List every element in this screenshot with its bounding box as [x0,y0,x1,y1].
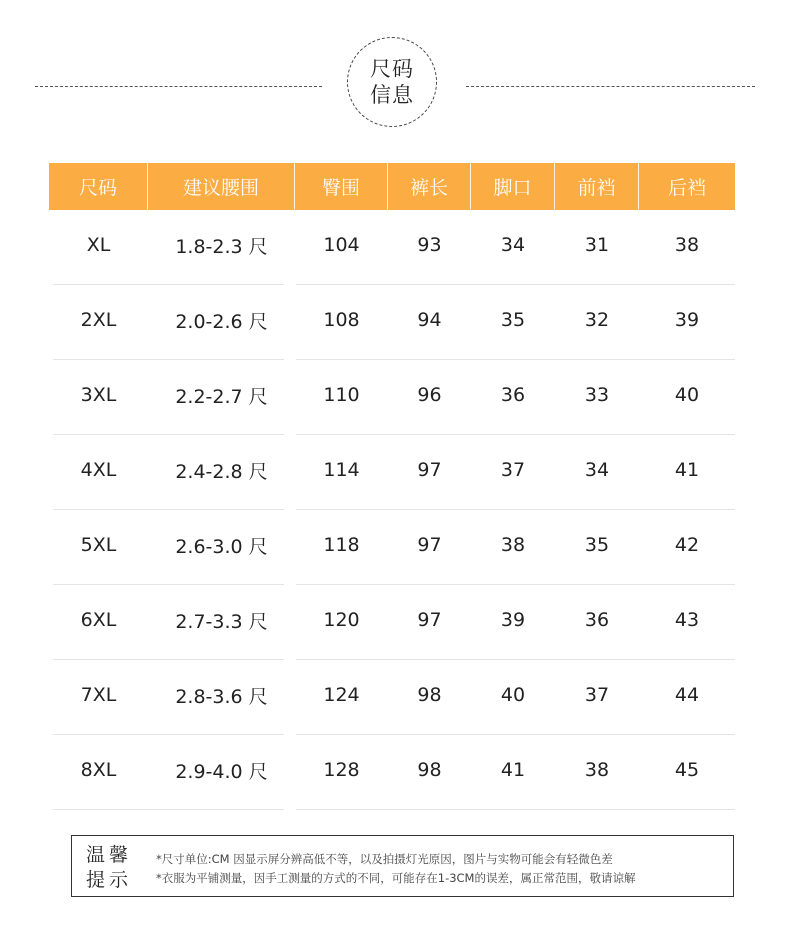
cell-hip: 104 [323,234,360,256]
size-table-body [49,210,735,810]
cell-front-rise: 37 [584,684,610,706]
notice-label-line2: 提示 [86,869,133,891]
title-dashed-line-left [35,86,322,87]
cell-size: XL [86,234,111,256]
notice-line: *衣服为平铺测量，因手工测量的方式的不同，可能存在1-3CM的误差，属正常范围，敬请谅解 [156,871,636,885]
table-row [49,660,735,735]
header-front-rise: 前裆 [555,163,639,210]
cell-hem: 36 [500,384,526,406]
cell-length: 97 [417,459,442,481]
section-title-line1: 尺码 [370,57,414,81]
header-hip: 臀围 [295,163,388,210]
cell-length: 98 [417,759,442,781]
cell-length: 97 [417,609,442,631]
cell-hem: 34 [500,234,526,256]
size-table-header [49,163,735,210]
title-dashed-line-right [466,86,755,87]
cell-size: 8XL [80,759,117,781]
cell-front-rise: 36 [584,609,610,631]
cell-hip: 128 [323,759,360,781]
cell-waist: 2.4-2.8 尺 [175,460,268,483]
cell-length: 97 [417,534,442,556]
cell-hem: 40 [500,684,526,706]
cell-hem: 35 [500,309,526,331]
row-divider [53,809,284,810]
cell-hip: 120 [323,609,360,631]
cell-front-rise: 32 [584,309,610,331]
cell-back-rise: 38 [674,234,700,256]
cell-waist: 2.8-3.6 尺 [175,685,268,708]
cell-size: 5XL [80,534,117,556]
table-row [49,435,735,510]
cell-length: 96 [417,384,442,406]
header-size: 尺码 [49,163,148,210]
table-row [49,360,735,435]
cell-front-rise: 38 [584,759,610,781]
cell-length: 94 [417,309,442,331]
cell-front-rise: 33 [584,384,610,406]
cell-hip: 108 [323,309,360,331]
cell-hem: 41 [500,759,526,781]
cell-back-rise: 43 [674,609,700,631]
cell-waist: 2.7-3.3 尺 [175,610,268,633]
row-divider [296,809,735,810]
cell-back-rise: 42 [674,534,700,556]
cell-size: 7XL [80,684,117,706]
cell-size: 6XL [80,609,117,631]
table-row [49,585,735,660]
header-back-rise: 后裆 [667,177,706,199]
table-row [49,510,735,585]
cell-front-rise: 34 [584,459,610,481]
header-waist: 建议腰围 [148,163,295,210]
section-title-line2: 信息 [370,83,414,107]
cell-length: 93 [417,234,442,256]
table-row [49,735,735,810]
cell-waist: 1.8-2.3 尺 [175,235,268,258]
cell-size: 4XL [80,459,117,481]
cell-back-rise: 40 [674,384,700,406]
notice-box [71,835,734,897]
cell-waist: 2.6-3.0 尺 [175,535,268,558]
notice-line: *尺寸单位:CM 因显示屏分辨高低不等，以及拍摄灯光原因，图片与实物可能会有轻微色差 [156,852,613,866]
cell-hem: 37 [500,459,526,481]
cell-front-rise: 31 [584,234,610,256]
cell-waist: 2.0-2.6 尺 [175,310,268,333]
table-row [49,210,735,285]
header-length: 裤长 [388,163,471,210]
cell-hip: 114 [323,459,360,481]
notice-lines [156,850,635,888]
cell-waist: 2.2-2.7 尺 [175,385,268,408]
cell-size: 2XL [80,309,117,331]
notice-label [86,843,138,893]
cell-hem: 39 [500,609,526,631]
cell-back-rise: 45 [674,759,700,781]
cell-waist: 2.9-4.0 尺 [175,760,268,783]
cell-back-rise: 41 [674,459,700,481]
section-title-badge [347,37,437,127]
cell-length: 98 [417,684,442,706]
cell-size: 3XL [80,384,117,406]
cell-hip: 110 [323,384,360,406]
cell-hip: 118 [323,534,360,556]
cell-back-rise: 39 [674,309,700,331]
cell-front-rise: 35 [584,534,610,556]
cell-hem: 38 [500,534,526,556]
notice-label-line1: 温馨 [86,844,133,866]
cell-hip: 124 [323,684,360,706]
cell-back-rise: 44 [674,684,700,706]
header-hem: 脚口 [471,163,555,210]
table-row [49,285,735,360]
